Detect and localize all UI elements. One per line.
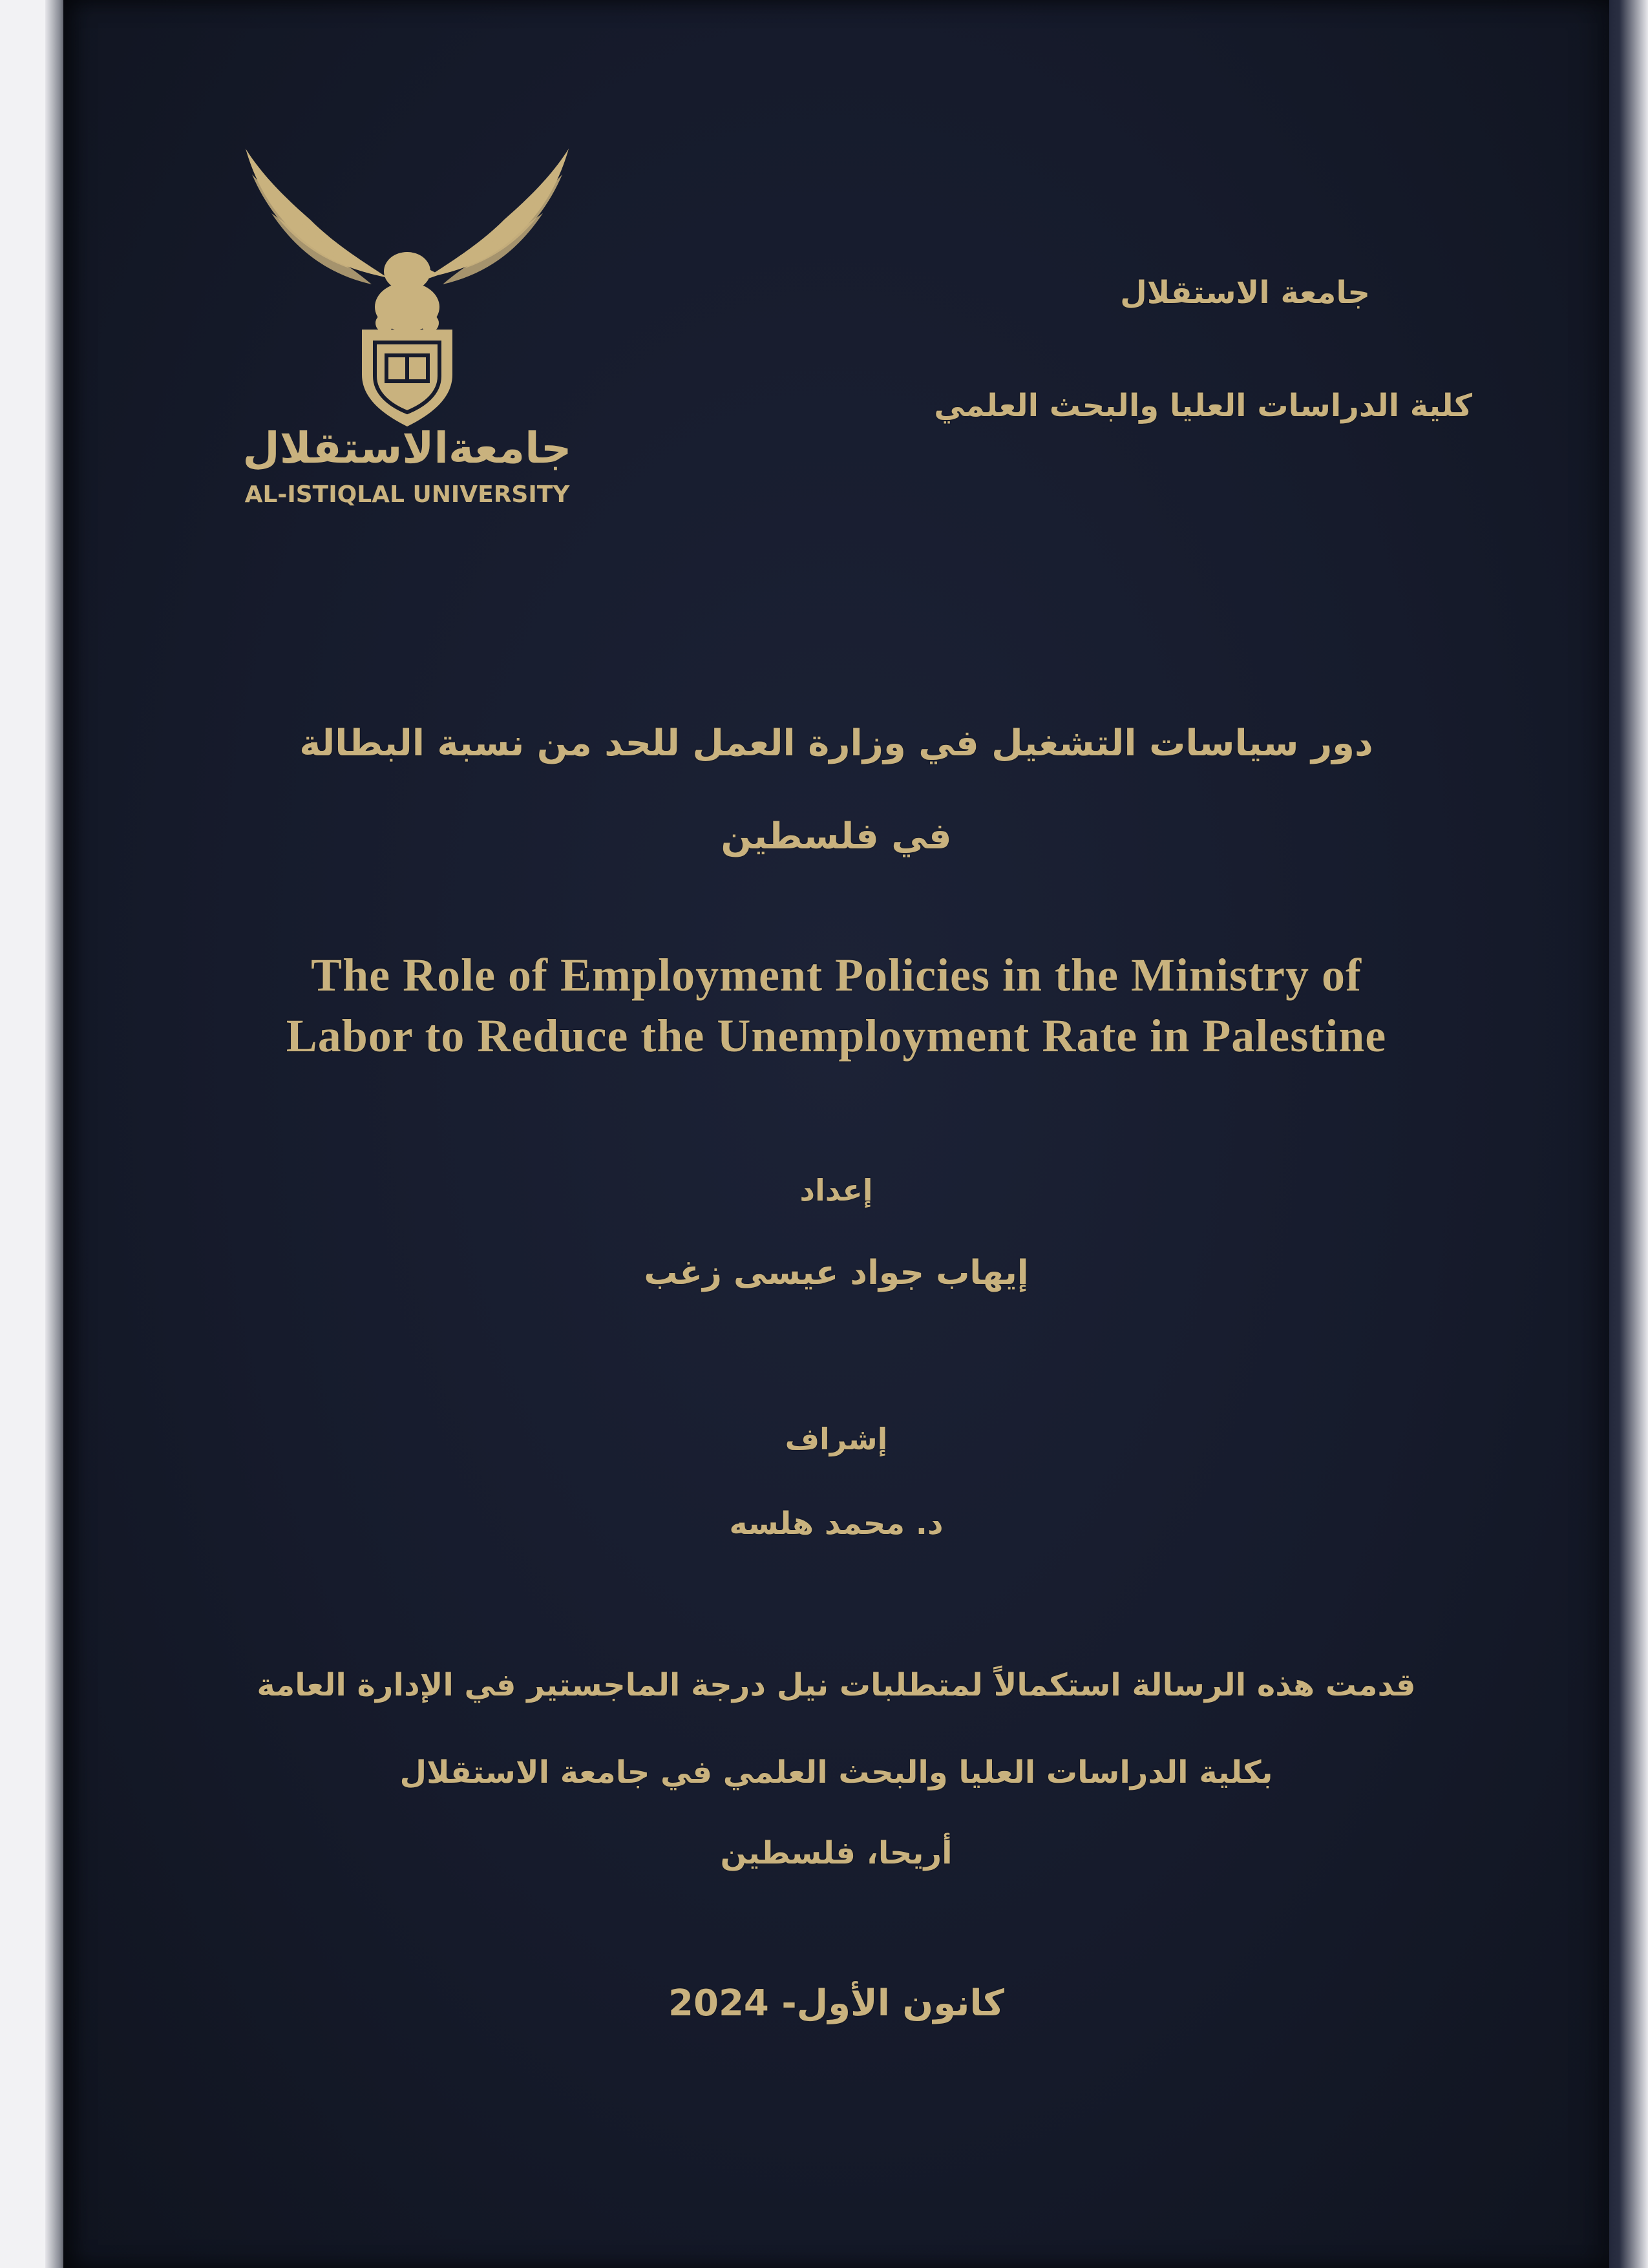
thesis-title-english-line2: Labor to Reduce the Unemployment Rate in Palestine [286, 1010, 1387, 1062]
college-name: كلية الدراسات العليا والبحث العلمي [934, 388, 1472, 424]
thesis-title-arabic-line2: في فلسطين [721, 815, 952, 857]
submission-line1: قدمت هذه الرسالة استكمالاً لمتطلبات نيل درجة الماجستير في الإدارة العامة [257, 1667, 1416, 1703]
supervisor-name: د. محمد هلسه [729, 1506, 944, 1542]
submission-location: أريحا، فلسطين [720, 1835, 953, 1871]
author-name: إيهاب جواد عيسى زغب [644, 1254, 1029, 1292]
submission-line2: بكلية الدراسات العليا والبحث العلمي في جامعة الاستقلال [399, 1754, 1273, 1790]
thesis-title-arabic-line1: دور سياسات التشغيل في وزارة العمل للحد من نسبة البطالة [299, 722, 1373, 764]
submission-date: كانون الأول- 2024 [668, 1982, 1004, 2024]
logo-english-wordmark: AL-ISTIQLAL UNIVERSITY [244, 481, 570, 508]
book-cover [63, 0, 1609, 2268]
supervisor-label: إشراف [785, 1422, 888, 1456]
university-name: جامعة الاستقلال [1120, 275, 1370, 311]
author-label: إعداد [799, 1173, 873, 1208]
logo-arabic-wordmark: جامعةالاستقلال [242, 423, 572, 473]
thesis-title-english-line1: The Role of Employment Policies in the Ministry of [311, 949, 1362, 1001]
